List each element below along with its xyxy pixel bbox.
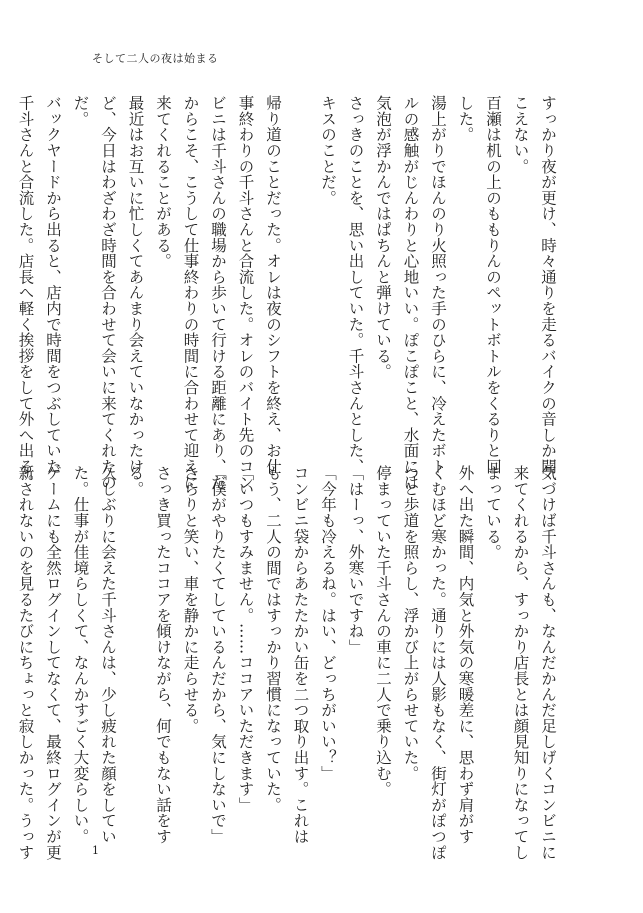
text-line: さらりと笑い、車を静かに走らせる。 xyxy=(181,465,200,734)
text-line: 来てくれることがある。 xyxy=(154,95,172,269)
running-header: そして二人の夜は始まる xyxy=(92,52,219,65)
text-line: 気泡が浮かんではぱちんと弾けている。 xyxy=(374,95,392,380)
text-line: くむほど寒かった。通りには人影もなく、街灯がぽつぽ xyxy=(429,465,447,860)
text-line: 新されないのを見るたびにちょっと寂しかった。うっす xyxy=(16,465,35,860)
text-line: 来てくれるから、すっかり店長とは顔見知りになってし xyxy=(511,465,530,860)
text-line: だ。 xyxy=(71,95,90,127)
text-line: キスのことだ。 xyxy=(319,95,337,206)
text-line: 帰り道のことだった。オレは夜のシフトを終え、お仕 xyxy=(264,95,282,475)
text-line: した。 xyxy=(456,95,475,143)
text-block-bottom xyxy=(16,465,561,860)
text-line: ビニは千斗さんの職場から歩いて行ける距離にあり、だ xyxy=(209,95,227,490)
text-line: 「僕がやりたくてしているんだから、気にしないで」 xyxy=(209,465,227,845)
text-line: 百瀬は机の上のももりんのペットボトルをくるりと回 xyxy=(484,95,502,475)
text-line: すっかり夜が更け、時々通りを走るバイクの音しか聞 xyxy=(539,95,557,475)
text-line: 「今年も冷えるね。はい、どっちがいい？」 xyxy=(319,465,337,781)
text-line: 停まっていた千斗さんの車に二人で乗り込む。 xyxy=(374,465,392,797)
text-line: ゲームにも全然ログインしてなくて、最終ログインが更 xyxy=(44,465,62,860)
text-line xyxy=(286,95,314,440)
page-number: 1 xyxy=(92,844,99,857)
text-line: つと歩道を照らし、浮かび上がらせていた。 xyxy=(401,465,420,781)
text-line: る。 xyxy=(126,465,145,497)
text-line: 久しぶりに会えた千斗さんは、少し疲れた顔をしてい xyxy=(99,465,117,845)
text-line: こえない。 xyxy=(511,95,530,174)
text-line: ど、今日はわざわざ時間を合わせて会いに来てくれたの xyxy=(99,95,117,490)
text-line: からこそ、こうして仕事終わりの時間に合わせて迎えに xyxy=(181,95,200,490)
text-line: 「いつもすみません。……ココアいただきます」 xyxy=(236,465,255,813)
text-line: 千斗さんと合流した。店長へ軽く挨拶をして外へ出る。 xyxy=(16,95,35,490)
text-line: た。仕事が佳境らしくて、なんかすごく大変らしい。 xyxy=(71,465,90,845)
text-line: 気づけば千斗さんも、なんだかんだ足しげくコンビニに xyxy=(539,465,557,860)
text-line: 「はーっ、外寒いですね」 xyxy=(346,465,365,655)
text-line: 湯上がりでほんのり火照った手のひらに、冷えたボト xyxy=(429,95,447,475)
text-line: バックヤードから出ると、店内で時間をつぶしていた xyxy=(44,95,62,475)
text-line: コンビニ袋からあたたかい缶を二つ取り出す。これは xyxy=(291,465,310,845)
text-line: もう、二人の間ではすっかり習慣になっていた。 xyxy=(264,465,282,813)
text-line: さっきのことを、思い出していた。千斗さんとした、 xyxy=(346,95,365,475)
text-line: さっき買ったココアを傾けながら、何でもない話をす xyxy=(154,465,172,845)
text-line: 外へ出た瞬間、内気と外気の寒暖差に、思わず肩がす xyxy=(456,465,475,845)
text-line: ルの感触がじんわりと心地いい。ぽこぽこと、水面には xyxy=(401,95,420,490)
text-line: 事終わりの千斗さんと合流した。オレのバイト先のコン xyxy=(236,95,255,490)
text-line: 最近はお互いに忙しくてあんまり会えていなかったけ xyxy=(126,95,145,475)
text-block-top xyxy=(16,95,561,490)
text-line: まっている。 xyxy=(484,465,502,560)
